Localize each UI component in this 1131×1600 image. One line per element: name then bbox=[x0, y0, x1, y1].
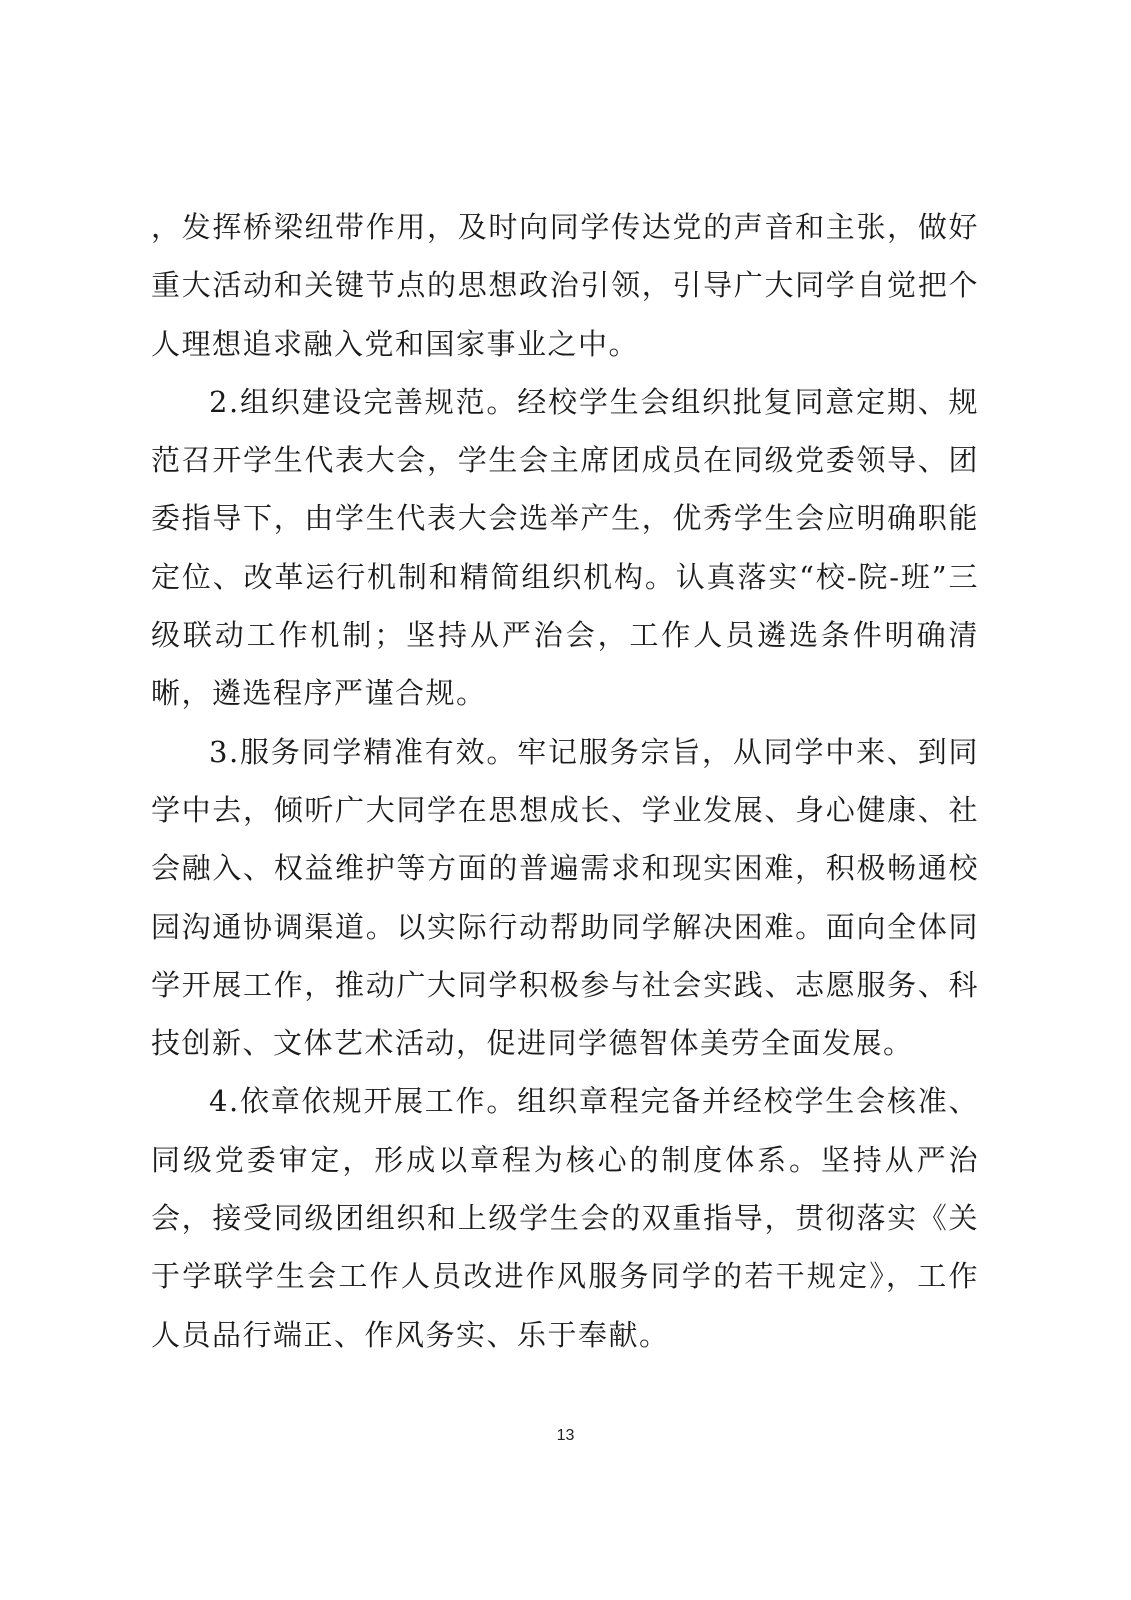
paragraph-serving-students: 3.服务同学精准有效。牢记服务宗旨，从同学中来、到同学中去，倾听广大同学在思想成长、学业发展、身心健康、社会融入、权益维护等方面的普遍需求和现实困难，积极畅通校园沟通协调渠道。以实际行动帮助同学解决困难。面向全体同学开展工作，推动广大同学积极参与社会实践、志愿服务、科技创新、文体艺术活动，促进同学德智体美劳全面发展。 bbox=[151, 734, 979, 1061]
page-number: 13 bbox=[556, 1427, 575, 1444]
paragraph-regulations: 4.依章依规开展工作。组织章程完备并经校学生会核准、同级党委审定，形成以章程为核心的制度体系。坚持从严治会，接受同级团组织和上级学生会的双重指导，贯彻落实《关于学联学生会工作人员改进作风服务同学的若干规定》，工作人员品行端正、作风务实、乐于奉献。 bbox=[151, 1084, 979, 1352]
document-body bbox=[151, 198, 979, 1364]
paragraph-continuation: ，发挥桥梁纽带作用，及时向同学传达党的声音和主张，做好重大活动和关键节点的思想政治引领，引导广大同学自觉把个人理想追求融入党和国家事业之中。 bbox=[151, 210, 979, 361]
paragraph-organization-building: 2.组织建设完善规范。经校学生会组织批复同意定期、规范召开学生代表大会，学生会主席团成员在同级党委领导、团委指导下，由学生代表大会选举产生，优秀学生会应明确职能定位、改革运行机制和精简组织机构。认真落实“校-院-班”三级联动工作机制；坚持从严治会，工作人员遴选条件明确清晰，遴选程序严谨合规。 bbox=[151, 384, 979, 711]
